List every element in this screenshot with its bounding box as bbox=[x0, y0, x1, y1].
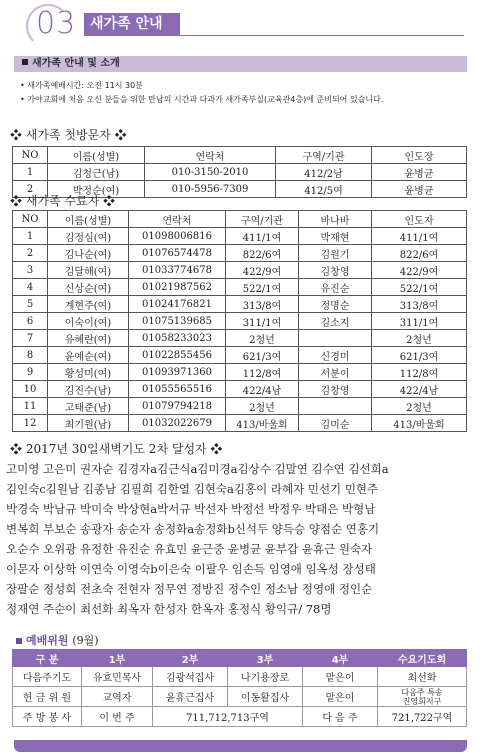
table-cell: 다음주 특송 진영회지구 bbox=[378, 687, 467, 707]
table-cell: 413/바울회 bbox=[372, 415, 467, 432]
table-row bbox=[13, 262, 467, 279]
column-header: NO bbox=[13, 211, 48, 228]
column-header: 수요기도회 bbox=[378, 650, 467, 667]
square-bullet-icon bbox=[22, 59, 28, 65]
table-cell: 3 bbox=[13, 262, 48, 279]
name-line: 김인숙c김원남 김종남 김필희 김한열 김현숙a김홍이 라혜자 민선기 민현주 bbox=[6, 482, 379, 496]
table-cell: 유효민목사 bbox=[82, 667, 153, 687]
table-cell: 2 bbox=[13, 181, 48, 198]
table-cell: 711,712,713구역 bbox=[153, 707, 303, 727]
section-header bbox=[0, 0, 485, 52]
table-cell: 822/6여 bbox=[372, 245, 467, 262]
column-header: 2부 bbox=[153, 650, 228, 667]
table-cell: 이동활집사 bbox=[228, 687, 303, 707]
table-cell: 김나순(여) bbox=[48, 245, 129, 262]
table-cell: 422/9여 bbox=[226, 262, 299, 279]
table-cell: 이 번 주 bbox=[82, 707, 153, 727]
table-cell: 10 bbox=[13, 381, 48, 398]
table-cell: 413/바울회 bbox=[226, 415, 299, 432]
table-cell: 박재현 bbox=[299, 228, 372, 245]
table-cell: 계현주(여) bbox=[48, 296, 129, 313]
column-header: 1부 bbox=[82, 650, 153, 667]
table-cell: 411/1여 bbox=[226, 228, 299, 245]
table-row bbox=[13, 296, 467, 313]
table-cell: 다 음 주 bbox=[303, 707, 378, 727]
table-row bbox=[13, 330, 467, 347]
table-cell: 최선화 bbox=[378, 667, 467, 687]
column-header: 인도자 bbox=[372, 211, 467, 228]
visitors-title: ❖ 새가족 첫방문자 ❖ bbox=[10, 128, 127, 142]
table-cell: 422/4남 bbox=[372, 381, 467, 398]
table-cell: 신상순(여) bbox=[48, 279, 129, 296]
table-cell: 김창영 bbox=[299, 381, 372, 398]
name-line: 이문자 이상학 이연숙 이영숙b이은숙 이팔우 임손득 임영애 임옥성 장성태 bbox=[6, 562, 376, 576]
table-cell: 422/4남 bbox=[226, 381, 299, 398]
table-cell: 8 bbox=[13, 347, 48, 364]
table-cell: 112/8여 bbox=[226, 364, 299, 381]
table-row bbox=[13, 245, 467, 262]
column-header: 구역/기관 bbox=[226, 211, 299, 228]
section-number: 03 bbox=[36, 6, 77, 41]
name-line: 변복희 부보순 송광자 송순자 송정화a송정화b신석두 양득승 양점순 연홍기 bbox=[6, 522, 380, 536]
name-line: 고미영 고은미 권자순 김경자a김근식a김미경a김상수 김말연 김수연 김선희a bbox=[6, 462, 389, 476]
note-line: • 가야교회에 처음 오신 분들을 위한 만남의 시간과 다과가 새가족부실(교육관4층)에 준비되어 있습니다. bbox=[20, 95, 384, 104]
table-cell bbox=[299, 330, 372, 347]
table-row bbox=[13, 415, 467, 432]
table-cell: 김창영 bbox=[299, 262, 372, 279]
table-cell: 721,722구역 bbox=[378, 707, 467, 727]
table-cell: 김달해(여) bbox=[48, 262, 129, 279]
worship-title: 예배위원 bbox=[26, 634, 69, 647]
table-cell: 01076574478 bbox=[129, 245, 226, 262]
table-cell: 313/8여 bbox=[372, 296, 467, 313]
table-row bbox=[13, 228, 467, 245]
table-cell: 신경미 bbox=[299, 347, 372, 364]
column-header: 연락처 bbox=[129, 211, 226, 228]
table-cell: 이숙이(여) bbox=[48, 313, 129, 330]
table-cell: 311/1여 bbox=[372, 313, 467, 330]
graduates-table bbox=[12, 210, 467, 432]
table-row bbox=[13, 279, 467, 296]
table-cell: 김정심(여) bbox=[48, 228, 129, 245]
table-row bbox=[13, 364, 467, 381]
table-cell: 01033774678 bbox=[129, 262, 226, 279]
header-divider bbox=[84, 35, 464, 36]
table-cell: 522/1여 bbox=[226, 279, 299, 296]
table-cell: 윤휴근집사 bbox=[153, 687, 228, 707]
worship-heading bbox=[16, 632, 99, 648]
table-cell: 01075139685 bbox=[129, 313, 226, 330]
table-cell: 헌 금 위 원 bbox=[13, 687, 82, 707]
column-header: 이름(성별) bbox=[48, 211, 129, 228]
table-row bbox=[13, 398, 467, 415]
intro-bar-title: 새가족 안내 및 소개 bbox=[32, 58, 120, 69]
table-cell: 맡은이 bbox=[303, 687, 378, 707]
table-row bbox=[13, 381, 467, 398]
table-cell: 고태준(남) bbox=[48, 398, 129, 415]
table-cell: 맡은이 bbox=[303, 667, 378, 687]
table-cell: 411/1여 bbox=[372, 228, 467, 245]
table-cell: 김소지 bbox=[299, 313, 372, 330]
table-cell: 01021987562 bbox=[129, 279, 226, 296]
intro-bar bbox=[14, 56, 467, 72]
table-cell: 01024176821 bbox=[129, 296, 226, 313]
table-cell: 2청년 bbox=[372, 330, 467, 347]
column-header: 구역/기관 bbox=[276, 147, 372, 164]
table-cell: 박정순(여) bbox=[48, 181, 145, 198]
intro-notes bbox=[20, 79, 383, 107]
column-header: 이름(성별) bbox=[48, 147, 145, 164]
table-cell: 교역자 bbox=[82, 687, 153, 707]
table-cell: 313/8여 bbox=[226, 296, 299, 313]
table-cell: 11 bbox=[13, 398, 48, 415]
worship-month: (9월) bbox=[72, 634, 99, 647]
table-cell: 김원기 bbox=[299, 245, 372, 262]
table-cell: 412/2남 bbox=[276, 164, 372, 181]
table-cell: 01093971360 bbox=[129, 364, 226, 381]
table-cell: 주 방 봉 사 bbox=[13, 707, 82, 727]
footer-bar bbox=[14, 740, 467, 752]
name-line: 장팔순 정성희 전초숙 전현자 정무연 정방진 정수인 정소남 정영애 정인순 bbox=[6, 582, 373, 596]
worship-table bbox=[12, 649, 467, 727]
table-cell: 정명순 bbox=[299, 296, 372, 313]
table-row bbox=[13, 707, 467, 727]
table-cell: 다음주기도 bbox=[13, 667, 82, 687]
table-cell: 서분이 bbox=[299, 364, 372, 381]
table-row bbox=[13, 347, 467, 364]
column-header: 4부 bbox=[303, 650, 378, 667]
table-cell: 1 bbox=[13, 164, 48, 181]
table-cell: 12 bbox=[13, 415, 48, 432]
table-cell: 621/3여 bbox=[372, 347, 467, 364]
name-line: 박경숙 박남규 박미숙 박상현a박서규 박선자 박정선 박정우 박태은 박형남 bbox=[6, 502, 376, 516]
table-cell: 1 bbox=[13, 228, 48, 245]
table-cell: 412/5여 bbox=[276, 181, 372, 198]
table-cell: 유혜란(여) bbox=[48, 330, 129, 347]
column-header: 구 분 bbox=[13, 650, 82, 667]
table-cell: 나기용장로 bbox=[228, 667, 303, 687]
column-header: 연락처 bbox=[145, 147, 276, 164]
table-cell: 01022855456 bbox=[129, 347, 226, 364]
table-cell bbox=[299, 398, 372, 415]
table-cell: 9 bbox=[13, 364, 48, 381]
column-header: 3부 bbox=[228, 650, 303, 667]
table-cell: 5 bbox=[13, 296, 48, 313]
table-cell: 822/6여 bbox=[226, 245, 299, 262]
table-cell: 01032022679 bbox=[129, 415, 226, 432]
table-cell: 유진순 bbox=[299, 279, 372, 296]
table-cell: 윤예순(여) bbox=[48, 347, 129, 364]
table-cell: 6 bbox=[13, 313, 48, 330]
table-cell: 2청년 bbox=[226, 330, 299, 347]
table-cell: 윤병균 bbox=[372, 181, 467, 198]
prayer-title: ❖ 2017년 30일새벽기도 2차 달성자 ❖ bbox=[10, 442, 223, 456]
table-cell: 522/1여 bbox=[372, 279, 467, 296]
table-cell: 2청년 bbox=[226, 398, 299, 415]
table-cell: 01098006816 bbox=[129, 228, 226, 245]
column-header: NO bbox=[13, 147, 48, 164]
table-cell: 01079794218 bbox=[129, 398, 226, 415]
table-cell: 김청근(남) bbox=[48, 164, 145, 181]
table-cell: 윤병균 bbox=[372, 164, 467, 181]
table-cell: 2 bbox=[13, 245, 48, 262]
prayer-names bbox=[6, 459, 476, 619]
table-cell: 김광석집사 bbox=[153, 667, 228, 687]
table-cell: 01058233023 bbox=[129, 330, 226, 347]
table-cell: 01055565516 bbox=[129, 381, 226, 398]
name-line: 오순수 오위광 유정한 유진순 유효민 윤근중 윤병균 윤부갑 윤휴근 원숙자 bbox=[6, 542, 373, 556]
note-line: • 새가족예배시간: 오전 11시 30분 bbox=[20, 81, 143, 90]
table-cell: 422/9여 bbox=[372, 262, 467, 279]
table-cell: 최기원(남) bbox=[48, 415, 129, 432]
table-cell: 010-5956-7309 bbox=[145, 181, 276, 198]
table-cell: 김진수(남) bbox=[48, 381, 129, 398]
table-row bbox=[13, 164, 467, 181]
table-cell: 2청년 bbox=[372, 398, 467, 415]
table-cell: 112/8여 bbox=[372, 364, 467, 381]
table-row bbox=[13, 687, 467, 707]
table-cell: 7 bbox=[13, 330, 48, 347]
table-cell: 621/3여 bbox=[226, 347, 299, 364]
table-cell: 311/1여 bbox=[226, 313, 299, 330]
table-cell: 김미순 bbox=[299, 415, 372, 432]
table-row bbox=[13, 667, 467, 687]
graduates-title: ❖ 새가족 수료자 ❖ bbox=[10, 194, 115, 208]
visitors-table bbox=[12, 146, 467, 198]
section-title: 새가족 안내 bbox=[84, 13, 180, 35]
square-bullet-icon bbox=[16, 638, 22, 644]
column-header: 바나바 bbox=[299, 211, 372, 228]
table-cell: 황성미(여) bbox=[48, 364, 129, 381]
table-cell: 4 bbox=[13, 279, 48, 296]
column-header: 인도장 bbox=[372, 147, 467, 164]
table-row bbox=[13, 313, 467, 330]
table-cell: 010-3150-2010 bbox=[145, 164, 276, 181]
name-line: 정재연 주순이 최선화 최옥자 한성자 한옥자 홍정식 황익규/ 78명 bbox=[6, 602, 332, 616]
